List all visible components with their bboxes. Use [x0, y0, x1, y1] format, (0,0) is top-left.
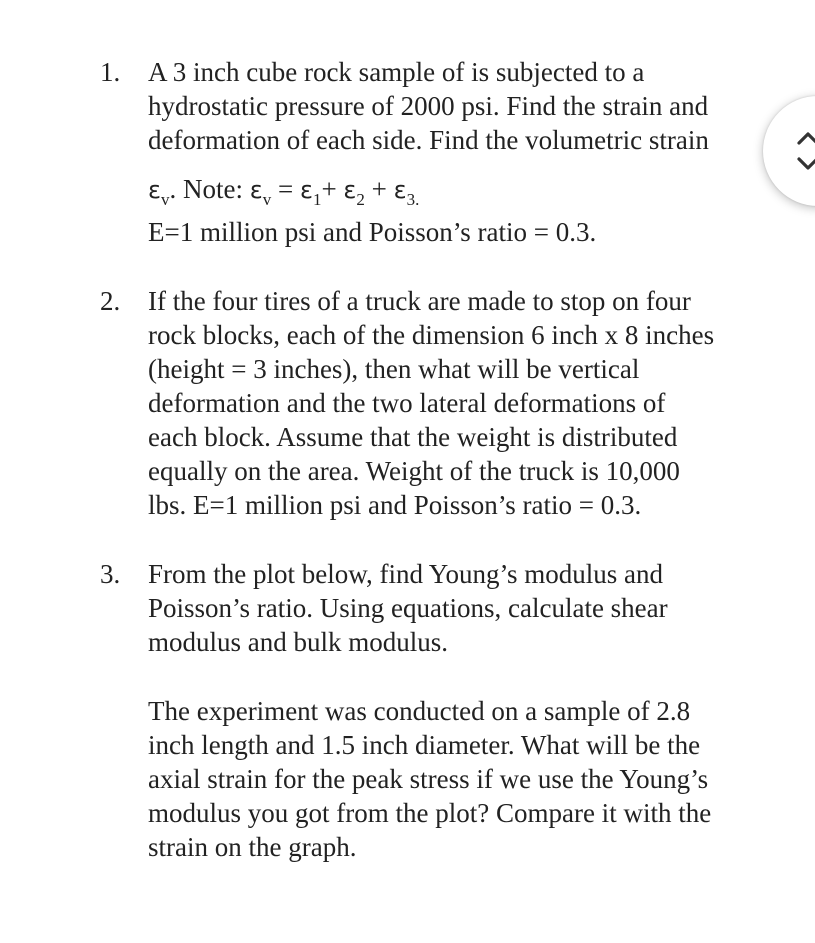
question-1-material-props: E=1 million psi and Poisson’s ratio = 0.3.	[148, 217, 597, 247]
question-3-line-2: Poisson’s ratio. Using equations, calculate shear	[148, 593, 668, 623]
question-3b-line-5: strain on the graph.	[148, 832, 357, 862]
question-2-line-6: equally on the area. Weight of the truck is 10,000	[148, 456, 680, 486]
up-down-chevron-icon	[793, 126, 815, 176]
volumetric-strain-note: $\varepsilon_v$. Note: $\varepsilon_v = \varepsilon_1+ \varepsilon_2 + \varepsilon_{3.}$	[148, 174, 420, 209]
question-3b-line-3: axial strain for the peak stress if we use the Young’s	[148, 764, 709, 794]
question-1-line-1: A 3 inch cube rock sample of is subjected to a	[148, 57, 645, 87]
question-2-number: 2.	[100, 286, 121, 316]
question-2-line-7: lbs. E=1 million psi and Poisson’s ratio = 0.3.	[148, 490, 642, 520]
question-1-number: 1.	[100, 57, 121, 87]
question-3b-line-2: inch length and 1.5 inch diameter. What will be the	[148, 730, 701, 760]
question-1-line-2: hydrostatic pressure of 2000 psi. Find the strain and	[148, 91, 709, 121]
question-2-line-1: If the four tires of a truck are made to stop on four	[148, 286, 691, 316]
question-3b-line-1: The experiment was conducted on a sample of 2.8	[148, 696, 691, 726]
question-3-line-1: From the plot below, find Young’s modulus and	[148, 559, 664, 589]
question-2-line-4: deformation and the two lateral deformations of	[148, 388, 666, 418]
question-2-line-5: each block. Assume that the weight is distributed	[148, 422, 678, 452]
question-3b-line-4: modulus you got from the plot? Compare it with the	[148, 798, 712, 828]
question-1-line-3: deformation of each side. Find the volumetric strain	[148, 125, 709, 155]
question-2-line-3: (height = 3 inches), then what will be vertical	[148, 354, 640, 384]
question-3-number: 3.	[100, 559, 121, 589]
question-3-line-3: modulus and bulk modulus.	[148, 627, 449, 657]
question-2-line-2: rock blocks, each of the dimension 6 inch x 8 inches	[148, 320, 715, 350]
